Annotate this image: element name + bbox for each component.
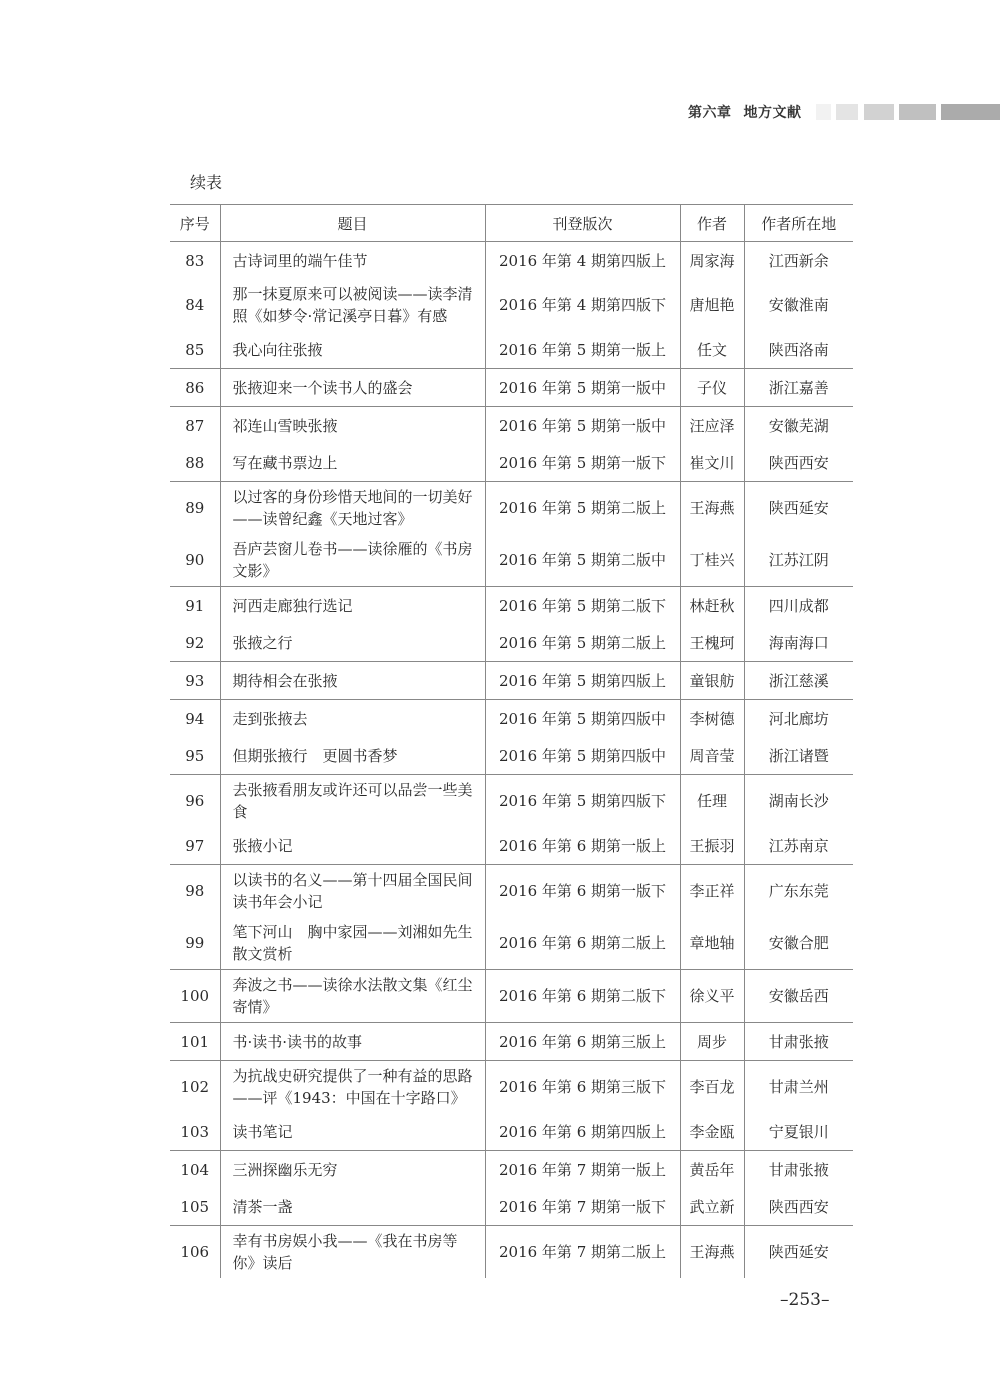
row-issue: 2016 年第 5 期第一版中 [485, 407, 680, 445]
row-number: 88 [170, 444, 220, 482]
row-issue: 2016 年第 5 期第一版下 [485, 444, 680, 482]
row-title: 古诗词里的端午佳节 [220, 242, 485, 280]
row-number: 96 [185, 792, 205, 810]
row-issue: 2016 年第 6 期第一版下 [485, 865, 680, 918]
row-author: 林赶秋 [680, 587, 744, 625]
table-header-row [170, 205, 853, 242]
row-author: 王振羽 [680, 827, 744, 865]
row-issue: 2016 年第 6 期第二版上 [485, 917, 680, 970]
row-title: 吾庐芸窗儿卷书——读徐雁的《书房文影》 [220, 534, 485, 587]
table-row [170, 1023, 853, 1061]
row-author: 丁桂兴 [680, 534, 744, 587]
row-location: 湖南长沙 [744, 775, 853, 828]
table-row [170, 534, 853, 587]
running-header [0, 98, 1000, 128]
row-author: 唐旭艳 [680, 279, 744, 331]
row-location: 甘肃张掖 [744, 1023, 853, 1061]
row-author: 任文 [680, 331, 744, 369]
row-title: 张掖之行 [220, 624, 485, 662]
row-location: 陕西洛南 [744, 331, 853, 369]
table-row [170, 970, 853, 1023]
row-author: 子仪 [680, 369, 744, 407]
row-title: 清茶一盏 [220, 1188, 485, 1226]
row-issue: 2016 年第 5 期第二版上 [485, 482, 680, 535]
table-row [170, 624, 853, 662]
row-title: 张掖迎来一个读书人的盛会 [220, 369, 485, 407]
row-location: 浙江诸暨 [744, 737, 853, 775]
row-location: 安徽芜湖 [744, 407, 853, 445]
row-location: 甘肃张掖 [744, 1151, 853, 1189]
row-title: 期待相会在张掖 [220, 662, 485, 700]
row-author: 任理 [680, 775, 744, 828]
chapter-heading [688, 102, 802, 122]
row-location: 安徽淮南 [744, 279, 853, 331]
row-issue: 2016 年第 6 期第一版上 [485, 827, 680, 865]
row-title: 幸有书房娱小我——《我在书房等你》读后 [220, 1226, 485, 1279]
row-author: 周步 [680, 1023, 744, 1061]
chapter-title: 地方文献 [743, 105, 802, 121]
row-location: 安徽合肥 [744, 917, 853, 970]
row-title: 河西走廊独行选记 [220, 587, 485, 625]
row-location: 海南海口 [744, 624, 853, 662]
row-issue: 2016 年第 4 期第四版上 [485, 242, 680, 280]
row-number: 92 [170, 624, 220, 662]
row-issue: 2016 年第 6 期第三版下 [485, 1061, 680, 1114]
row-number: 104 [180, 1160, 210, 1179]
row-location: 陕西延安 [744, 482, 853, 535]
row-issue: 2016 年第 5 期第一版中 [485, 369, 680, 407]
row-author: 王海燕 [680, 482, 744, 535]
chapter-number: 第六章 [688, 105, 732, 121]
table-row [170, 865, 853, 918]
table-row [170, 587, 853, 625]
row-issue: 2016 年第 6 期第二版下 [485, 970, 680, 1023]
row-author: 周音莹 [680, 737, 744, 775]
row-issue: 2016 年第 5 期第四版下 [485, 775, 680, 828]
articles-table [170, 204, 853, 1278]
row-location: 广东东莞 [744, 865, 853, 918]
row-issue: 2016 年第 5 期第二版下 [485, 587, 680, 625]
row-number: 95 [170, 737, 220, 775]
row-title: 去张掖看朋友或许还可以品尝一些美食 [220, 775, 485, 828]
row-author: 徐义平 [680, 970, 744, 1023]
table-row [170, 917, 853, 970]
header-bar-1 [816, 104, 831, 120]
row-location: 浙江慈溪 [744, 662, 853, 700]
row-number: 105 [170, 1188, 220, 1226]
row-number: 89 [185, 499, 205, 517]
row-location: 甘肃兰州 [744, 1061, 853, 1114]
row-title: 以读书的名义——第十四届全国民间读书年会小记 [220, 865, 485, 918]
row-title: 三洲探幽乐无穷 [220, 1151, 485, 1189]
row-number: 101 [170, 1023, 220, 1061]
row-number: 97 [170, 827, 220, 865]
table-row [170, 775, 853, 828]
row-location: 河北廊坊 [744, 700, 853, 738]
table-body [170, 242, 853, 1279]
row-title: 读书笔记 [220, 1113, 485, 1151]
table-row [170, 1226, 853, 1279]
header-bar-4 [899, 104, 936, 120]
continued-table-label: 续表 [190, 173, 223, 192]
row-issue: 2016 年第 5 期第四版上 [485, 662, 680, 700]
row-issue: 2016 年第 5 期第四版中 [485, 700, 680, 738]
row-issue: 2016 年第 4 期第四版下 [485, 279, 680, 331]
row-location: 江西新余 [744, 242, 853, 280]
row-issue: 2016 年第 6 期第三版上 [485, 1023, 680, 1061]
table-row [170, 482, 853, 535]
row-title: 祁连山雪映张掖 [220, 407, 485, 445]
table-row [170, 700, 853, 738]
row-author: 王槐珂 [680, 624, 744, 662]
table-row [170, 279, 853, 331]
row-location: 江苏南京 [744, 827, 853, 865]
row-number: 94 [185, 709, 205, 728]
table-row [170, 331, 853, 369]
row-number: 83 [185, 251, 205, 270]
row-issue: 2016 年第 5 期第四版中 [485, 737, 680, 775]
row-location: 江苏江阴 [744, 534, 853, 587]
row-issue: 2016 年第 6 期第四版上 [485, 1113, 680, 1151]
row-author: 王海燕 [680, 1226, 744, 1279]
table-row [170, 1151, 853, 1189]
row-title: 写在藏书票边上 [220, 444, 485, 482]
table-row [170, 444, 853, 482]
row-title: 奔波之书——读徐水法散文集《红尘寄情》 [220, 970, 485, 1023]
row-title: 那一抹夏原来可以被阅读——读李清照《如梦令·常记溪亭日暮》有感 [220, 279, 485, 331]
row-number: 99 [170, 917, 220, 970]
row-issue: 2016 年第 5 期第二版中 [485, 534, 680, 587]
row-number: 102 [180, 1078, 210, 1096]
table-row [170, 1188, 853, 1226]
row-author: 李金瓯 [680, 1113, 744, 1151]
column-header-number: 序号 [170, 205, 220, 242]
row-number: 91 [185, 596, 205, 615]
header-bar-3 [864, 104, 894, 120]
column-header-issue: 刊登版次 [485, 205, 680, 242]
row-author: 黄岳年 [680, 1151, 744, 1189]
row-issue: 2016 年第 7 期第二版上 [485, 1226, 680, 1279]
row-location: 宁夏银川 [744, 1113, 853, 1151]
row-title: 张掖小记 [220, 827, 485, 865]
row-issue: 2016 年第 7 期第一版下 [485, 1188, 680, 1226]
column-header-title: 题目 [220, 205, 485, 242]
row-location: 安徽岳西 [744, 970, 853, 1023]
row-number: 93 [170, 662, 220, 700]
row-number: 90 [170, 534, 220, 587]
row-location: 陕西西安 [744, 1188, 853, 1226]
row-title: 我心向往张掖 [220, 331, 485, 369]
table-row [170, 242, 853, 280]
table-row [170, 1113, 853, 1151]
header-bar-5 [941, 104, 1000, 120]
row-issue: 2016 年第 7 期第一版上 [485, 1151, 680, 1189]
row-number: 103 [170, 1113, 220, 1151]
row-number: 86 [170, 369, 220, 407]
row-author: 章地轴 [680, 917, 744, 970]
column-header-location: 作者所在地 [744, 205, 853, 242]
row-number: 98 [185, 882, 205, 900]
row-number: 85 [170, 331, 220, 369]
row-title: 但期张掖行 更圆书香梦 [220, 737, 485, 775]
row-location: 浙江嘉善 [744, 369, 853, 407]
row-location: 陕西西安 [744, 444, 853, 482]
column-header-author: 作者 [680, 205, 744, 242]
row-issue: 2016 年第 5 期第二版上 [485, 624, 680, 662]
row-author: 汪应泽 [680, 407, 744, 445]
row-author: 李树德 [680, 700, 744, 738]
row-title: 笔下河山 胸中家园——刘湘如先生散文赏析 [220, 917, 485, 970]
row-number: 84 [185, 296, 205, 314]
row-title: 走到张掖去 [220, 700, 485, 738]
table-row [170, 1061, 853, 1114]
row-issue: 2016 年第 5 期第一版上 [485, 331, 680, 369]
row-location: 陕西延安 [744, 1226, 853, 1279]
row-author: 崔文川 [680, 444, 744, 482]
table-row [170, 737, 853, 775]
table-row [170, 827, 853, 865]
row-title: 为抗战史研究提供了一种有益的思路——评《1943：中国在十字路口》 [220, 1061, 485, 1114]
page-number: –253– [780, 1290, 830, 1310]
row-author: 李正祥 [680, 865, 744, 918]
row-title: 书·读书·读书的故事 [220, 1023, 485, 1061]
row-author: 童银舫 [680, 662, 744, 700]
row-author: 武立新 [680, 1188, 744, 1226]
row-number: 87 [185, 416, 205, 435]
header-bar-2 [836, 104, 858, 120]
row-author: 周家海 [680, 242, 744, 280]
row-location: 四川成都 [744, 587, 853, 625]
row-author: 李百龙 [680, 1061, 744, 1114]
table-row [170, 662, 853, 700]
table-row [170, 369, 853, 407]
row-number: 100 [170, 970, 220, 1023]
row-number: 106 [180, 1243, 210, 1261]
row-title: 以过客的身份珍惜天地间的一切美好——读曾纪鑫《天地过客》 [220, 482, 485, 535]
table-row [170, 407, 853, 445]
